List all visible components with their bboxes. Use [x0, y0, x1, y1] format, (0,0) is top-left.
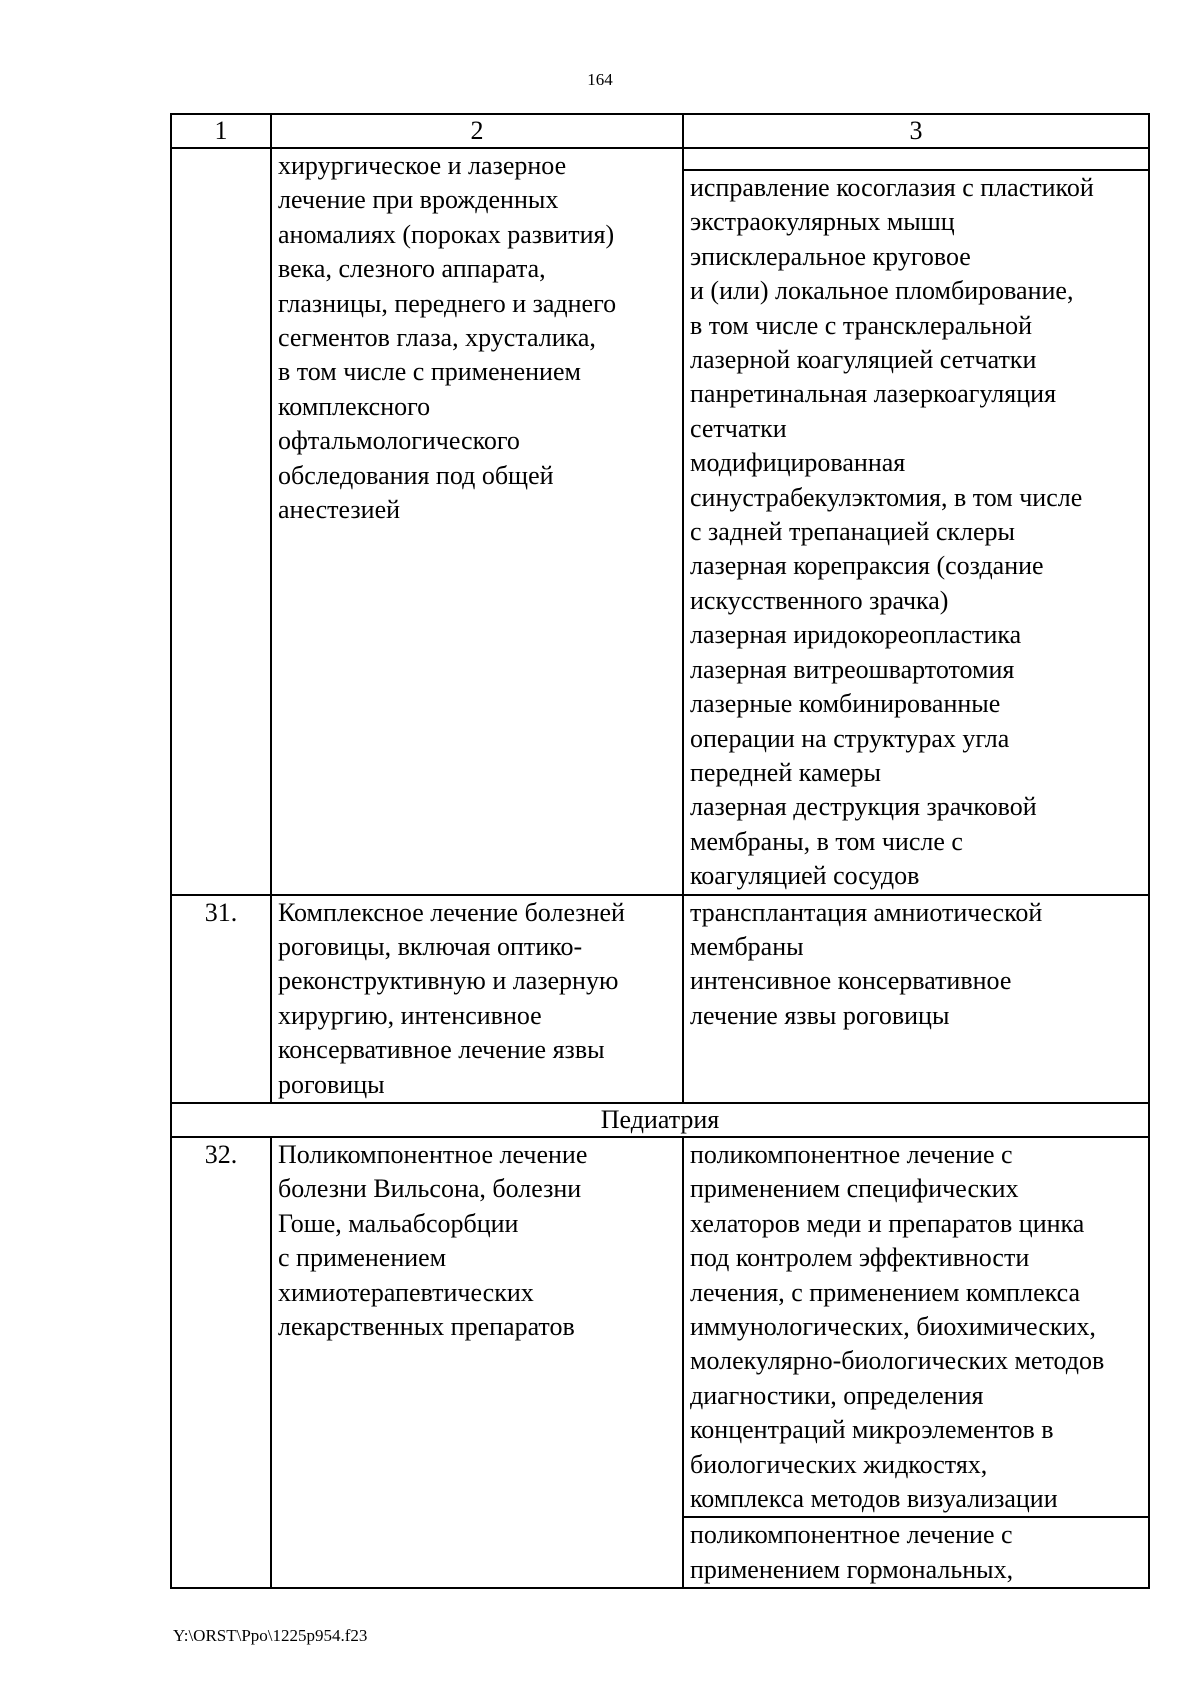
text-line: коагуляцией сосудов	[690, 861, 920, 891]
text-line: консервативное лечение язвы	[278, 1035, 605, 1065]
text-line: сетчатки	[690, 413, 787, 443]
text-line: применением специфических	[690, 1174, 1019, 1204]
text-line: лазерные комбинированные	[690, 689, 1001, 719]
text-line: синустрабекулэктомия, в том числе	[690, 482, 1083, 512]
text-line: века, слезного аппарата,	[278, 254, 546, 284]
text-line: лазерная витреошвартотомия	[690, 654, 1015, 684]
text-line: лазерная иридокореопластика	[690, 620, 1022, 650]
text-line: поликомпонентное лечение с	[690, 1139, 1013, 1169]
condition-cell	[271, 1137, 683, 1588]
section-row	[171, 1103, 1149, 1137]
text-line: комплекса методов визуализации	[690, 1484, 1058, 1514]
text-line: поликомпонентное лечение с	[690, 1520, 1013, 1550]
text-line: эписклеральное круговое	[690, 241, 971, 271]
text-line: сегментов глаза, хрусталика,	[278, 323, 596, 353]
row-number	[171, 148, 271, 895]
text-line: хелаторов меди и препаратов цинка	[690, 1208, 1085, 1238]
text-line: искусственного зрачка)	[690, 585, 949, 615]
text-line: под контролем эффективности	[690, 1243, 1030, 1273]
text-line: аномалиях (пороках развития)	[278, 219, 615, 249]
condition-cell	[271, 148, 683, 895]
text-line: модифицированная	[690, 448, 906, 478]
text-line: анестезией	[278, 495, 401, 525]
text-line: офтальмологического	[278, 426, 520, 456]
text-line: концентраций микроэлементов в	[690, 1415, 1054, 1445]
text-line: обследования под общей	[278, 460, 554, 490]
text-line: Гоше, мальабсорбции	[278, 1208, 519, 1238]
text-line: с применением	[278, 1243, 447, 1273]
procedures-table	[170, 113, 1150, 1589]
text-line: Поликомпонентное лечение	[278, 1139, 588, 1169]
treatment-list	[684, 171, 1148, 894]
text-line: передней камеры	[690, 757, 881, 787]
text-line: экстраокулярных мышц	[690, 207, 955, 237]
text-line: и (или) локальное пломбирование,	[690, 276, 1074, 306]
table-row	[171, 1137, 1149, 1588]
text-line: мембраны	[690, 931, 804, 961]
text-line: роговицы	[278, 1069, 385, 1099]
text-line: глазницы, переднего и заднего	[278, 288, 617, 318]
text-line: исправление косоглазия с пластикой	[690, 173, 1094, 202]
text-line: с задней трепанацией склеры	[690, 517, 1016, 547]
text-line: биологических жидкостях,	[690, 1449, 988, 1479]
text-line: лазерная корепраксия (создание	[690, 551, 1044, 581]
page-number: 164	[587, 70, 613, 89]
text-line: комплексного	[278, 391, 431, 421]
section-title: Педиатрия	[171, 1103, 1149, 1137]
file-path-footer: Y:\ORST\Ppo\1225p954.f23	[173, 1626, 368, 1645]
text-line: Комплексное лечение болезней	[278, 897, 625, 927]
text-line: операции на структурах угла	[690, 723, 1010, 753]
text-line: лекарственных препаратов	[278, 1312, 575, 1341]
text-line: лазерная деструкция зрачковой	[690, 792, 1037, 822]
treatment-cell	[683, 1137, 1149, 1588]
text-line: химиотерапевтических	[278, 1277, 534, 1307]
text-line: лазерной коагуляцией сетчатки	[690, 345, 1037, 375]
row-number: 31.	[171, 895, 271, 1103]
text-line: мембраны, в том числе с	[690, 826, 963, 856]
text-line: интенсивное консервативное	[690, 966, 1012, 996]
table-header-row	[171, 114, 1149, 148]
empty-subcell	[684, 149, 1148, 171]
text-line: в том числе с трансклеральной	[690, 310, 1033, 340]
header-col-3: 3	[683, 114, 1149, 148]
text-line: хирургическое и лазерное	[278, 151, 567, 180]
text-line: иммунологических, биохимических,	[690, 1312, 1096, 1341]
text-line: диагностики, определения	[690, 1380, 984, 1410]
treatment-list	[684, 1516, 1148, 1587]
text-line: панретинальная лазеркоагуляция	[690, 379, 1057, 409]
text-line: болезни Вильсона, болезни	[278, 1174, 582, 1204]
text-line: лечение при врожденных	[278, 185, 559, 215]
row-number: 32.	[171, 1137, 271, 1588]
treatment-cell	[683, 895, 1149, 1103]
header-col-2: 2	[271, 114, 683, 148]
header-col-1: 1	[171, 114, 271, 148]
treatment-list	[684, 1138, 1148, 1516]
table-row	[171, 148, 1149, 895]
text-line: в том числе с применением	[278, 357, 581, 387]
text-line: хирургию, интенсивное	[278, 1000, 542, 1030]
text-line: применением гормональных,	[690, 1554, 1014, 1584]
treatment-cell	[683, 148, 1149, 895]
table-row	[171, 895, 1149, 1103]
text-line: реконструктивную и лазерную	[278, 966, 619, 996]
text-line: молекулярно-биологических методов	[690, 1346, 1105, 1376]
text-line: роговицы, включая оптико-	[278, 931, 583, 961]
text-line: трансплантация амниотической	[690, 897, 1043, 927]
condition-cell	[271, 895, 683, 1103]
text-line: лечения, с применением комплекса	[690, 1277, 1080, 1307]
text-line: лечение язвы роговицы	[690, 1000, 950, 1030]
